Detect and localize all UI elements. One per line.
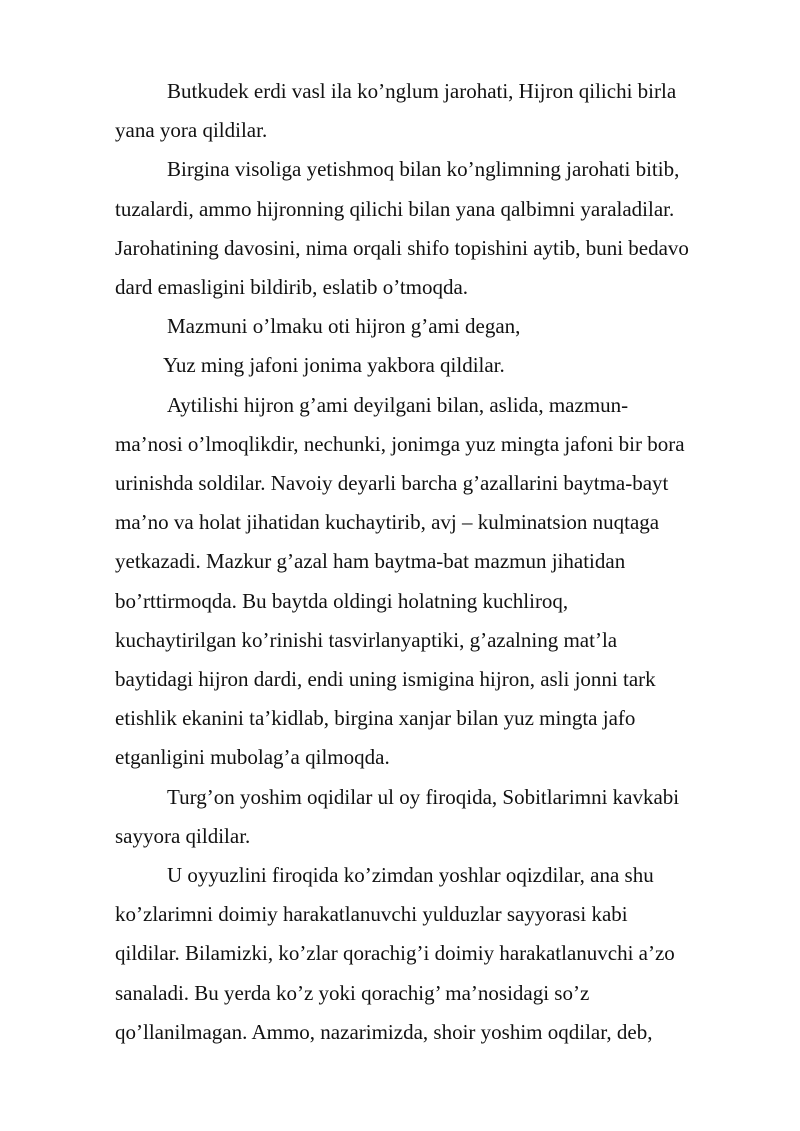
- paragraph: [115, 150, 755, 307]
- text-line: ma’no va holat jihatidan kuchaytirib, avj – kulminatsion nuqtaga: [115, 510, 660, 535]
- text-line: ko’zlarimni doimiy harakatlanuvchi yulduzlar sayyorasi kabi: [115, 902, 628, 927]
- text-line: etganligini mubolag’a qilmoqda.: [115, 745, 390, 770]
- paragraph: [115, 307, 755, 346]
- text-line: Butkudek erdi vasl ila ko’nglum jarohati, Hijron qilichi birla: [167, 79, 677, 103]
- paragraph: [115, 386, 755, 778]
- text-line: Birgina visoliga yetishmoq bilan ko’nglimning jarohati bitib,: [167, 157, 680, 182]
- paragraph: [115, 72, 755, 150]
- document-page: [115, 72, 755, 1052]
- text-line: sayyora qildilar.: [115, 823, 251, 848]
- text-line: yana yora qildilar.: [115, 118, 268, 143]
- text-line: sanaladi. Bu yerda ko’z yoki qorachig’ ma’nosidagi so’z: [115, 980, 590, 1005]
- text-line: Turg’on yoshim oqidilar ul oy firoqida, Sobitlarimni kavkabi: [167, 784, 680, 809]
- text-line: etishlik ekanini ta’kidlab, birgina xanjar bilan yuz mingta jafo: [115, 706, 636, 731]
- text-line: qildilar. Bilamizki, ko’zlar qorachig’i doimiy harakatlanuvchi a’zo: [115, 941, 675, 966]
- text-line: Yuz ming jafoni jonima yakbora qildilar.: [163, 353, 505, 378]
- text-line: ma’nosi o’lmoqlikdir, nechunki, jonimga yuz mingta jafoni bir bora: [115, 431, 685, 456]
- paragraph: [115, 856, 755, 1052]
- text-line: tuzalardi, ammo hijronning qilichi bilan yana qalbimni yaraladilar.: [115, 196, 675, 221]
- text-line: urinishda soldilar. Navoiy deyarli barcha g’azallarini baytma-bayt: [115, 471, 669, 496]
- text-line: Mazmuni o’lmaku oti hijron g’ami degan,: [167, 314, 521, 339]
- text-line: bo’rttirmoqda. Bu baytda oldingi holatning kuchliroq,: [115, 588, 569, 613]
- text-line: Jarohatining davosini, nima orqali shifo topishini aytib, buni bedavo: [115, 235, 689, 260]
- text-line: U oyyuzlini firoqida ko’zimdan yoshlar oqizdilar, ana shu: [167, 863, 654, 888]
- text-line: qo’llanilmagan. Ammo, nazarimizda, shoir yoshim oqdilar, deb,: [115, 1019, 653, 1044]
- text-line: baytidagi hijron dardi, endi uning ismigina hijron, asli jonni tark: [115, 667, 656, 692]
- text-line: Aytilishi hijron g’ami deyilgani bilan, aslida, mazmun-: [167, 392, 629, 417]
- text-line: yetkazadi. Mazkur g’azal ham baytma-bat mazmun jihatidan: [115, 549, 626, 574]
- text-line: dard emasligini bildirib, eslatib o’tmoqda.: [115, 275, 469, 300]
- text-line: kuchaytirilgan ko’rinishi tasvirlanyaptiki, g’azalning mat’la: [115, 627, 618, 652]
- verse-line: [115, 346, 755, 385]
- paragraph: [115, 778, 755, 856]
